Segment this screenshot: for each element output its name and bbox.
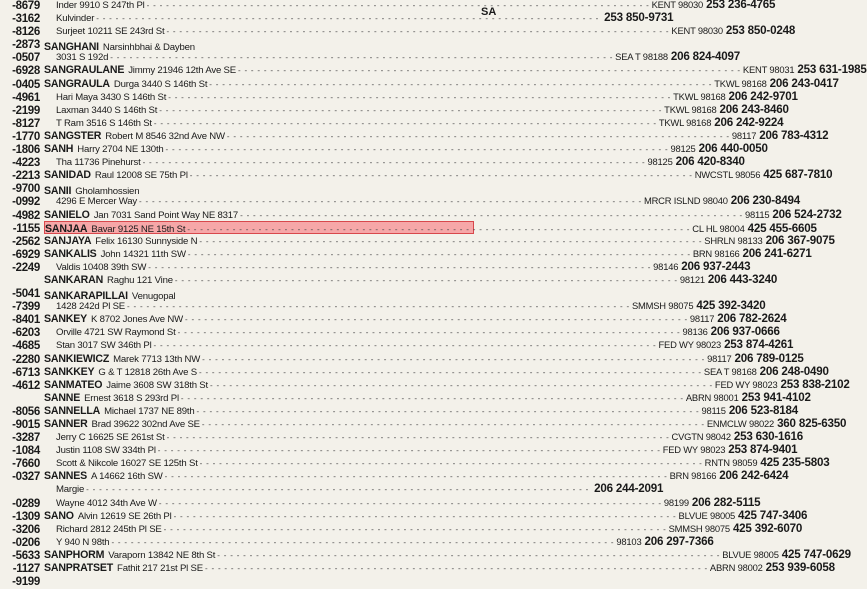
listing-row: [44, 547, 851, 561]
listing-city-zip: 98121: [679, 273, 705, 285]
listing-surname: SANNE: [44, 391, 81, 404]
leader-dots: [202, 353, 705, 366]
listing-phone: 425 687-7810: [763, 168, 833, 182]
listing-city-zip: RNTN 98059: [704, 457, 758, 469]
left-number: -0206: [12, 536, 40, 549]
left-number: -6203: [12, 327, 40, 340]
listing-address: Inder 9910 S 247th Pl: [56, 0, 145, 11]
listing-city-zip: SMMSH 98075: [631, 300, 694, 312]
listing-phone: 425 455-6605: [747, 221, 817, 235]
listing-address: Alvin 12619 SE 26th Pl: [77, 510, 172, 522]
listing-row: [44, 364, 829, 378]
leader-dots: [141, 181, 469, 194]
listing-address: 3031 S 192d: [56, 52, 109, 64]
listing-phone: 206 248-0490: [759, 364, 829, 378]
listing-phone: 425 747-0629: [781, 547, 851, 561]
listing-city-zip: CVGTN 98042: [671, 431, 731, 443]
listing-address: Felix 16130 Sunnyside N: [95, 235, 198, 247]
left-number: -0327: [12, 471, 40, 484]
listing-row: [44, 495, 761, 509]
listing-city-zip: 98117: [707, 352, 732, 364]
listing-surname: SANPRATSET: [44, 562, 114, 575]
listing-address: Venugopal: [131, 291, 176, 303]
listing-surname: SANKALIS: [44, 247, 97, 260]
listing-surname: SANGHANI: [44, 41, 99, 54]
left-number: -0507: [12, 52, 40, 65]
listing-address: Margie: [56, 484, 85, 496]
listing-surname: SANNER: [44, 418, 88, 430]
listing-phone: 206 242-9701: [728, 89, 798, 103]
leader-dots: [154, 339, 657, 352]
leader-dots: [205, 562, 708, 575]
leader-dots: [199, 366, 702, 379]
listing-surname: SANNES: [44, 470, 87, 483]
left-number: -7399: [12, 301, 40, 314]
leader-dots: [127, 300, 630, 313]
listing-city-zip: KENT 98030: [651, 0, 704, 10]
left-number: -0289: [12, 497, 40, 510]
listing-address: Narsinhbhai & Dayben: [102, 42, 195, 54]
listing-row: [44, 390, 811, 404]
listing-city-zip: 98199: [663, 496, 689, 508]
listing-address: Raghu 121 Vine: [107, 274, 173, 286]
left-number: -1770: [12, 130, 40, 143]
listing-row: [44, 128, 829, 142]
leader-dots: [181, 392, 684, 405]
left-number: [0, 275, 40, 288]
leader-dots: [197, 37, 469, 50]
listing-city-zip: FED WY 98023: [658, 339, 722, 351]
listing-row: [44, 417, 847, 430]
left-number: -2199: [12, 104, 40, 117]
listing-row: [44, 63, 867, 77]
listing-surname: SANGRAULANE: [44, 64, 125, 77]
listing-city-zip: KENT 98030: [671, 25, 723, 37]
listing-row: [44, 312, 787, 326]
leader-dots: [185, 313, 688, 326]
listing-row: [44, 534, 714, 548]
listing-city-zip: MRCR ISLND 98040: [643, 195, 728, 207]
listing-address: Laxman 3440 S 146th St: [56, 104, 158, 116]
listing-address: Durga 3440 S 146th St: [113, 78, 208, 90]
listing-address: Fathit 217 21st Pl SE: [117, 563, 203, 575]
listing-phone: 206 937-0666: [710, 325, 780, 339]
listing-phone: 206 244-2091: [594, 482, 664, 496]
listing-address: Tha 11736 Pinehurst: [56, 157, 141, 169]
listing-city-zip: ABRN 98001: [685, 391, 739, 403]
listing-row: [44, 325, 780, 339]
listing-phone: 253 939-6058: [765, 561, 835, 575]
listing-row: [44, 115, 784, 129]
listing-surname: SANO: [44, 509, 74, 522]
left-number: -6713: [12, 366, 40, 379]
listing-row: [44, 299, 766, 313]
left-number: -3206: [12, 523, 40, 536]
listing-address: T Ram 3516 S 146th St: [56, 117, 152, 129]
listing-row: [44, 521, 803, 535]
highlighted-listing-row: [44, 221, 817, 235]
listing-row: [44, 377, 850, 391]
leader-dots: [177, 286, 469, 299]
listing-address: Kulvinder: [56, 13, 95, 25]
left-number: [0, 484, 40, 497]
listing-address: Y 940 N 98th: [56, 536, 110, 548]
left-number: -3162: [12, 13, 40, 26]
listing-phone: 253 236-4765: [706, 0, 776, 11]
left-number: -6928: [12, 65, 40, 78]
listing-city-zip: 98117: [689, 313, 715, 325]
listing-phone: 206 243-0417: [769, 76, 839, 90]
leader-dots: [143, 156, 646, 169]
listing-row: [44, 561, 835, 575]
listing-row: [44, 233, 835, 247]
left-number: -2213: [12, 170, 40, 183]
listing-phone: 206 282-5115: [691, 495, 761, 509]
listing-row: [44, 482, 664, 496]
left-number: -1155: [12, 222, 40, 235]
listing-city-zip: CL HL 98004: [692, 222, 745, 234]
listing-city-zip: FED WY 98023: [662, 444, 726, 456]
leader-dots: [96, 12, 599, 25]
listing-city-zip: 98115: [701, 404, 726, 416]
listing-surname: SANKARAPILLAI: [44, 290, 128, 303]
left-number: -4223: [12, 157, 40, 170]
listing-city-zip: FED WY 98023: [714, 378, 778, 390]
listing-phone: 206 242-6424: [719, 469, 789, 483]
leader-dots: [202, 418, 705, 431]
listing-row: [44, 508, 808, 522]
leader-dots: [196, 405, 699, 418]
listing-row: [44, 443, 798, 457]
listing-city-zip: NWCSTL 98056: [694, 169, 761, 181]
left-number: -8401: [12, 314, 40, 327]
leader-dots: [111, 536, 614, 549]
listing-city-zip: TKWL 98168: [673, 90, 726, 102]
listing-row: [44, 0, 776, 11]
listing-address: Jaime 3608 SW 318th St: [106, 379, 208, 391]
leader-dots: [154, 117, 657, 130]
leader-dots: [159, 497, 662, 510]
listing-phone: 206 789-0125: [734, 351, 804, 365]
left-number: -4685: [12, 340, 40, 353]
listing-row: [44, 403, 798, 417]
listing-city-zip: 98117: [731, 129, 757, 141]
leader-dots: [159, 104, 662, 117]
listing-row: [44, 142, 768, 156]
listing-surname: SANKEY: [44, 313, 87, 326]
listing-city-zip: TKWL 98168: [664, 103, 717, 115]
left-number: -4961: [12, 91, 40, 104]
leader-dots: [86, 483, 589, 496]
leader-dots: [174, 510, 677, 523]
listing-row: [44, 168, 833, 182]
listing-address: 1428 242d Pl SE: [56, 301, 126, 313]
listing-row: [44, 456, 830, 470]
listing-address: Marek 7713 13th NW: [113, 353, 201, 365]
leader-dots: [240, 209, 743, 222]
left-number: -9015: [12, 419, 40, 431]
listing-city-zip: ABRN 98002: [709, 562, 763, 574]
listing-phone: 253 874-9401: [728, 443, 798, 457]
listing-address: Justin 1108 SW 334th Pl: [56, 445, 156, 457]
listing-surname: SANKIEWICZ: [44, 352, 110, 365]
listing-row: [44, 272, 778, 286]
leader-dots: [188, 248, 691, 261]
listing-row: [44, 246, 812, 260]
listing-surname: SANGSTER: [44, 129, 102, 142]
listing-surname: SANNELLA: [44, 404, 101, 417]
left-number: -4612: [12, 379, 40, 392]
left-number: -2873: [12, 39, 40, 52]
listing-surname: SANKKEY: [44, 365, 95, 378]
left-number: -8126: [12, 26, 40, 39]
listing-phone: 206 242-9224: [714, 115, 784, 129]
listing-row: [44, 207, 842, 221]
left-number: -2562: [12, 235, 40, 248]
listing-city-zip: SEA T 98168: [703, 365, 757, 377]
left-number: -3287: [12, 432, 40, 445]
listing-phone: 206 241-6271: [742, 246, 812, 260]
listing-column: [44, 0, 867, 575]
listing-address: John 14321 11th SW: [100, 248, 186, 260]
left-number: -7660: [12, 458, 40, 471]
listing-address: Stan 3017 SW 346th Pl: [56, 340, 152, 352]
left-number: -1309: [12, 510, 40, 523]
listing-phone: 253 838-2102: [780, 377, 850, 391]
listing-row: [44, 24, 796, 38]
listing-city-zip: 98146: [653, 260, 679, 272]
listing-row: [44, 338, 794, 352]
listing-phone: 360 825-6350: [777, 417, 847, 430]
left-number: -6929: [12, 248, 40, 261]
listing-address: Scott & Nikcole 16027 SE 125th St: [56, 458, 198, 470]
listing-row: [44, 181, 474, 198]
left-number: -9199: [12, 576, 40, 589]
listing-address: Ernest 3618 S 293rd Pl: [84, 392, 179, 404]
listing-phone: 206 440-0050: [698, 142, 768, 156]
leader-dots: [139, 195, 642, 208]
listing-surname: SANIDAD: [44, 169, 91, 182]
listing-row: [44, 37, 474, 54]
listing-phone: 425 392-3420: [696, 299, 766, 313]
leader-dots: [166, 143, 669, 156]
listing-address: Surjeet 10211 SE 243rd St: [56, 26, 165, 38]
previous-column-numbers: [0, 0, 40, 589]
listing-city-zip: SMMSH 98075: [668, 522, 730, 534]
listing-address: Orville 4721 SW Raymond St: [56, 327, 176, 339]
listing-row: [44, 286, 474, 303]
listing-phone: 253 874-4261: [724, 338, 794, 352]
listing-city-zip: TKWL 98168: [714, 77, 767, 89]
listing-city-zip: BLVUE 98005: [722, 548, 779, 560]
left-number: -1806: [12, 144, 40, 157]
listing-row: [44, 76, 839, 90]
listing-city-zip: SHRLN 98133: [704, 234, 763, 246]
listing-row: [44, 469, 789, 483]
listing-phone: 206 824-4097: [670, 50, 741, 64]
listing-surname: SANIELO: [44, 208, 90, 221]
left-number: -2280: [12, 353, 40, 366]
listing-address: Hari Maya 3430 S 146th St: [56, 91, 167, 103]
leader-dots: [165, 470, 668, 483]
listing-address: K 8702 Jones Ave NW: [90, 314, 183, 326]
leader-dots: [167, 431, 670, 444]
left-number: -1127: [12, 563, 40, 576]
listing-address: Raul 12008 SE 75th Pl: [94, 170, 188, 182]
listing-address: Richard 2812 245th Pl SE: [56, 523, 162, 535]
listing-address: Jan 7031 Sand Point Way NE 8317: [93, 209, 239, 221]
listing-surname: SANPHORM: [44, 548, 105, 561]
leader-dots: [164, 523, 667, 536]
listing-row: [44, 430, 804, 444]
listing-phone: 206 297-7366: [644, 534, 714, 548]
listing-row: [44, 259, 751, 273]
left-number: -0405: [12, 78, 40, 91]
listing-phone: 253 850-0248: [725, 24, 796, 38]
listing-address: Michael 1737 NE 89th: [104, 405, 195, 417]
listing-phone: 425 392-6070: [732, 521, 803, 535]
listing-row: [44, 351, 804, 365]
listing-surname: SANH: [44, 143, 74, 156]
left-number: [0, 393, 40, 406]
listing-phone: 206 420-8340: [675, 155, 745, 169]
listing-phone: 253 850-9731: [604, 11, 674, 25]
listing-phone: 206 367-9075: [765, 233, 835, 247]
leader-dots: [217, 549, 720, 562]
left-number: -8127: [12, 117, 40, 130]
listing-address: Jerry C 16625 SE 261st St: [56, 432, 165, 444]
leader-dots: [199, 235, 702, 248]
listing-address: Harry 2704 NE 130th: [77, 144, 164, 156]
leader-dots: [227, 130, 730, 143]
left-number: -8056: [12, 405, 40, 418]
listing-city-zip: BRN 98166: [692, 247, 740, 259]
listing-address: Wayne 4012 34th Ave W: [56, 497, 157, 509]
listing-city-zip: BRN 98166: [669, 470, 717, 482]
listing-address: G & T 12818 26th Ave S: [98, 366, 197, 378]
leader-dots: [200, 457, 703, 470]
left-number: -8679: [12, 0, 40, 12]
listing-city-zip: 98125: [647, 156, 673, 168]
leader-dots: [209, 78, 712, 91]
listing-row: [44, 194, 800, 208]
leader-dots: [158, 444, 661, 457]
listing-surname: SANGRAULA: [44, 77, 110, 90]
leader-dots: [238, 64, 741, 77]
leader-dots: [148, 261, 651, 274]
listing-surname: SANKARAN: [44, 273, 104, 286]
listing-city-zip: KENT 98031: [742, 64, 795, 76]
next-column-fragment: SA: [481, 6, 497, 18]
listing-phone: 206 937-2443: [681, 259, 751, 273]
listing-phone: 206 230-8494: [730, 194, 800, 208]
leader-dots: [168, 91, 671, 104]
listing-address: Brad 39622 302nd Ave SE: [91, 419, 200, 430]
listing-address: Jimmy 21946 12th Ave SE: [128, 65, 236, 77]
listing-address: Robert M 8546 32nd Ave NW: [105, 130, 225, 142]
leader-dots: [178, 326, 681, 339]
left-number: -5633: [12, 549, 40, 562]
left-number: -5041: [12, 288, 40, 301]
listing-address: Valdis 10408 39th SW: [56, 261, 147, 273]
left-number: -0992: [12, 196, 40, 209]
listing-city-zip: 98103: [616, 535, 642, 547]
left-number: -1084: [12, 445, 40, 458]
listing-city-zip: 98115: [745, 208, 770, 220]
leader-dots: [210, 379, 713, 392]
listing-city-zip: 98136: [682, 326, 708, 338]
left-number: -9700: [12, 183, 40, 196]
listing-phone: 425 235-5803: [760, 456, 830, 470]
listing-phone: 206 523-8184: [728, 403, 798, 417]
listing-address: Varaporn 13842 NE 8th St: [108, 549, 216, 561]
left-number: -2249: [12, 261, 40, 274]
listing-city-zip: BLVUE 98005: [678, 509, 736, 521]
listing-surname: SANJAYA: [44, 234, 92, 247]
listing-address: Bavar 9125 NE 15th St: [91, 223, 186, 235]
listing-address: Gholamhossien: [75, 186, 140, 198]
leader-dots: [110, 51, 613, 64]
listing-city-zip: TKWL 98168: [658, 116, 712, 128]
listing-phone: 206 783-4312: [759, 128, 829, 142]
listing-surname: SANJAA: [45, 222, 88, 235]
listing-row: [44, 89, 798, 103]
listing-row: [44, 155, 745, 169]
listing-city-zip: ENMCLW 98022: [706, 418, 775, 429]
listing-phone: 253 941-4102: [741, 390, 811, 404]
listing-phone: 206 524-2732: [772, 207, 842, 221]
listing-city-zip: SEA T 98188: [615, 51, 668, 63]
listing-phone: 206 782-2624: [717, 312, 787, 326]
listing-phone: 253 630-1616: [733, 430, 804, 444]
listing-address: 4296 E Mercer Way: [56, 196, 138, 208]
left-number: -4982: [12, 209, 40, 222]
listing-phone: 253 631-1985: [797, 63, 867, 77]
listing-city-zip: 98125: [670, 143, 696, 155]
listing-phone: 206 243-8460: [719, 102, 789, 116]
leader-dots: [147, 0, 650, 12]
listing-surname: SANMATEO: [44, 378, 103, 391]
listing-row: [44, 102, 789, 116]
listing-surname: SANII: [44, 185, 72, 198]
listing-phone: 206 443-3240: [707, 272, 778, 286]
listing-phone: 425 747-3406: [738, 508, 808, 522]
listing-address: A 14662 16th SW: [90, 471, 163, 483]
